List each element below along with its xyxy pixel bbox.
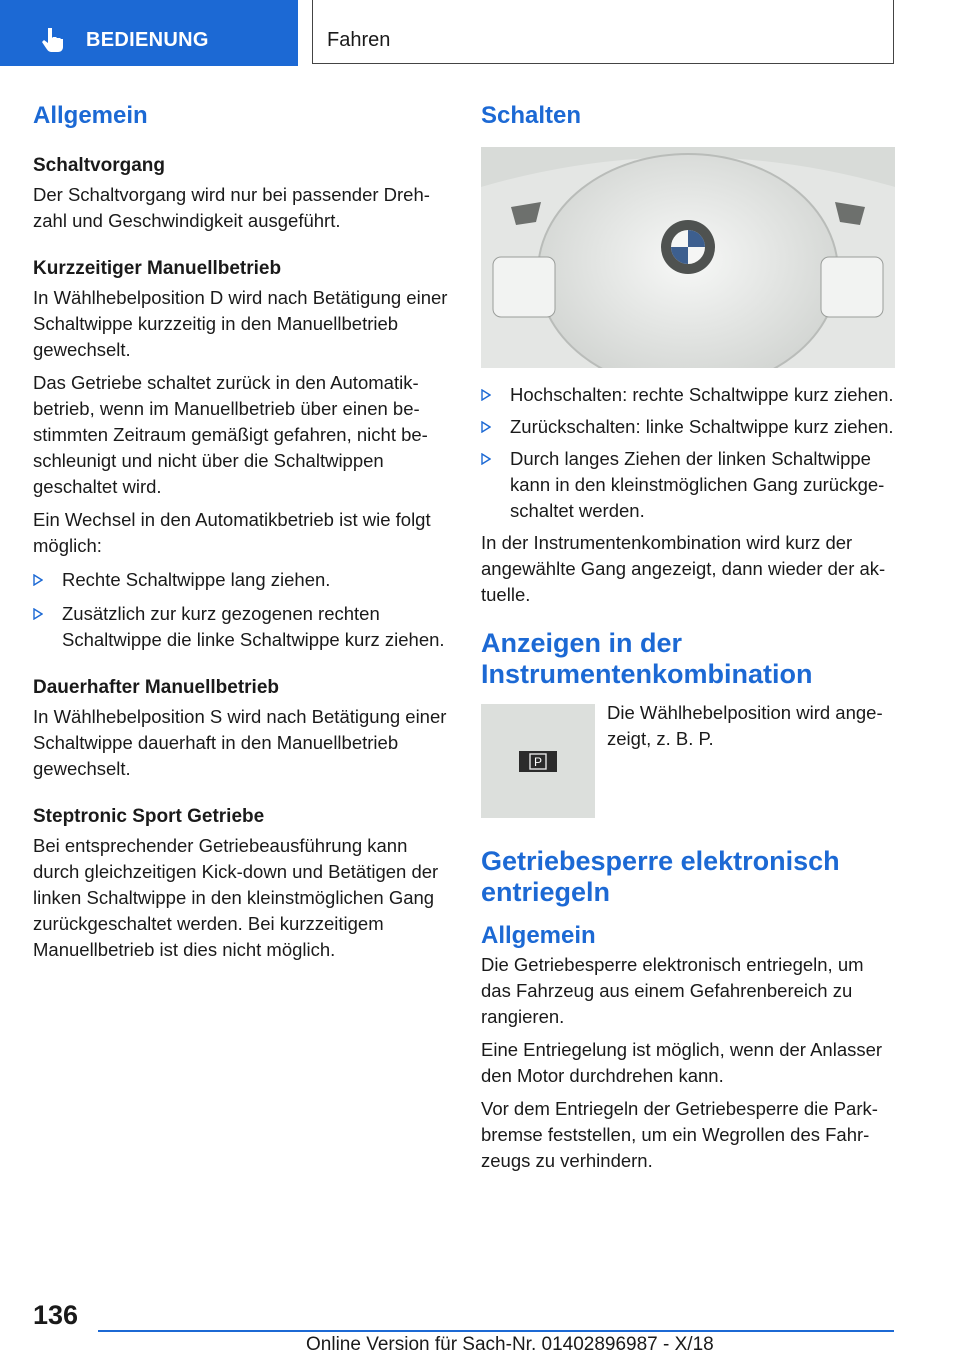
- paragraph-steptronic: Bei entsprechender Getriebeausführung kann durch gleichzeitigen Kick-down und Betätigen der linken Schaltwippe in den kleinstmöglichen Gang zurückgeschaltet werden. Bei kurzzeitigem Manuellbetrieb ist dies nicht möglich.: [33, 835, 439, 960]
- gear-letter: P: [533, 755, 543, 769]
- paragraph-sperre-1: Die Getriebesperre elektronisch entriegeln, um das Fahrzeug aus einem Gefahrenbereich zu rangieren.: [481, 954, 864, 1027]
- steering-wheel-image: [481, 147, 895, 368]
- triangle-bullet-icon: [33, 608, 43, 620]
- list-item: [33, 567, 448, 593]
- paragraph-kurzzeitig-1: In Wählhebelposition D wird nach Betätigung einer Schaltwippe kurzzeitig in den Manuellbetrieb gewechselt.: [33, 287, 448, 360]
- footer-divider: [98, 1330, 894, 1332]
- section-title-getriebesperre: Getriebesperre elektronisch entriegeln: [481, 846, 840, 907]
- paragraph-kurzzeitig-3: Ein Wechsel in den Automatikbetrieb ist wie folgt möglich:: [33, 509, 431, 556]
- list-item-text: Zurückschalten: linke Schaltwippe kurz ziehen.: [510, 416, 894, 437]
- triangle-bullet-icon: [481, 421, 491, 433]
- list-item-text: Rechte Schaltwippe lang ziehen.: [62, 569, 331, 590]
- section-title-schalten: Schalten: [481, 102, 582, 129]
- list-item-text: Hochschalten: rechte Schaltwippe kurz ziehen.: [510, 384, 894, 405]
- list-item-text: Zusätzlich zur kurz gezogenen rechten Schaltwippe die linke Schaltwippe kurz ziehen.: [62, 603, 445, 650]
- display-block: [481, 704, 896, 818]
- paragraph-kurzzeitig-2: Das Getriebe schaltet zurück in den Automatikbetrieb, wenn im Manuellbetrieb über einen bestimmten Zeitraum gemäßigt gefahren, nicht beschleunigt und nicht über die Schaltwippen geschaltet wird.: [33, 372, 428, 497]
- heading-kurzzeitig: Kurzzeitiger Manuellbetrieb: [33, 258, 282, 279]
- chapter-box: [312, 0, 894, 64]
- page-number: 136: [33, 1300, 79, 1330]
- hand-pointer-icon: [40, 26, 66, 52]
- heading-schaltvorgang: Schaltvorgang: [33, 155, 165, 176]
- right-column: [481, 100, 896, 1174]
- chapter-label: Fahren: [327, 29, 391, 51]
- list-item: [33, 601, 448, 653]
- paragraph-schaltvorgang: Der Schaltvorgang wird nur bei passender Drehzahl und Geschwindigkeit ausgeführt.: [33, 184, 430, 231]
- triangle-bullet-icon: [481, 389, 491, 401]
- section-label: BEDIENUNG: [86, 29, 209, 51]
- triangle-bullet-icon: [481, 453, 491, 465]
- list-item-text: Durch langes Ziehen der linken Schaltwippe kann in den kleinstmöglichen Gang zurückgeschaltet werden.: [510, 448, 885, 521]
- paragraph-anzeigen: Die Wählhebelposition wird angezeigt, z. B. P.: [607, 702, 883, 749]
- list-item: [481, 414, 896, 440]
- triangle-bullet-icon: [33, 574, 43, 586]
- heading-steptronic: Steptronic Sport Getriebe: [33, 806, 265, 827]
- heading-dauerhaft: Dauerhafter Manuellbetrieb: [33, 677, 279, 698]
- section-title-allgemein: Allgemein: [33, 102, 148, 129]
- steering-wheel-illustration: [481, 147, 895, 368]
- paragraph-instrument-display: In der Instrumentenkombination wird kurz der angewählte Gang angezeigt, dann wieder der aktuelle.: [481, 532, 886, 605]
- section-title-anzeigen: Anzeigen in der Instrumentenkombination: [481, 628, 813, 689]
- gear-display-image: [481, 704, 595, 818]
- gear-display-illustration: [481, 704, 595, 818]
- subsection-title-allgemein: Allgemein: [481, 922, 596, 949]
- left-column: [33, 100, 448, 963]
- section-tab: [0, 0, 298, 66]
- list-item: [481, 382, 896, 408]
- footer-version: Online Version für Sach-Nr. 01402896987 - X/18: [306, 1334, 714, 1355]
- paragraph-sperre-2: Eine Entriegelung ist möglich, wenn der Anlasser den Motor durchdrehen kann.: [481, 1039, 883, 1086]
- paragraph-sperre-3: Vor dem Entriegeln der Getriebesperre die Parkbremse feststellen, um ein Wegrollen des Fahrzeugs zu verhindern.: [481, 1098, 878, 1171]
- list-item: [481, 446, 896, 524]
- paragraph-dauerhaft: In Wählhebelposition S wird nach Betätigung einer Schaltwippe dauerhaft in den Manuellbetrieb gewechselt.: [33, 706, 447, 779]
